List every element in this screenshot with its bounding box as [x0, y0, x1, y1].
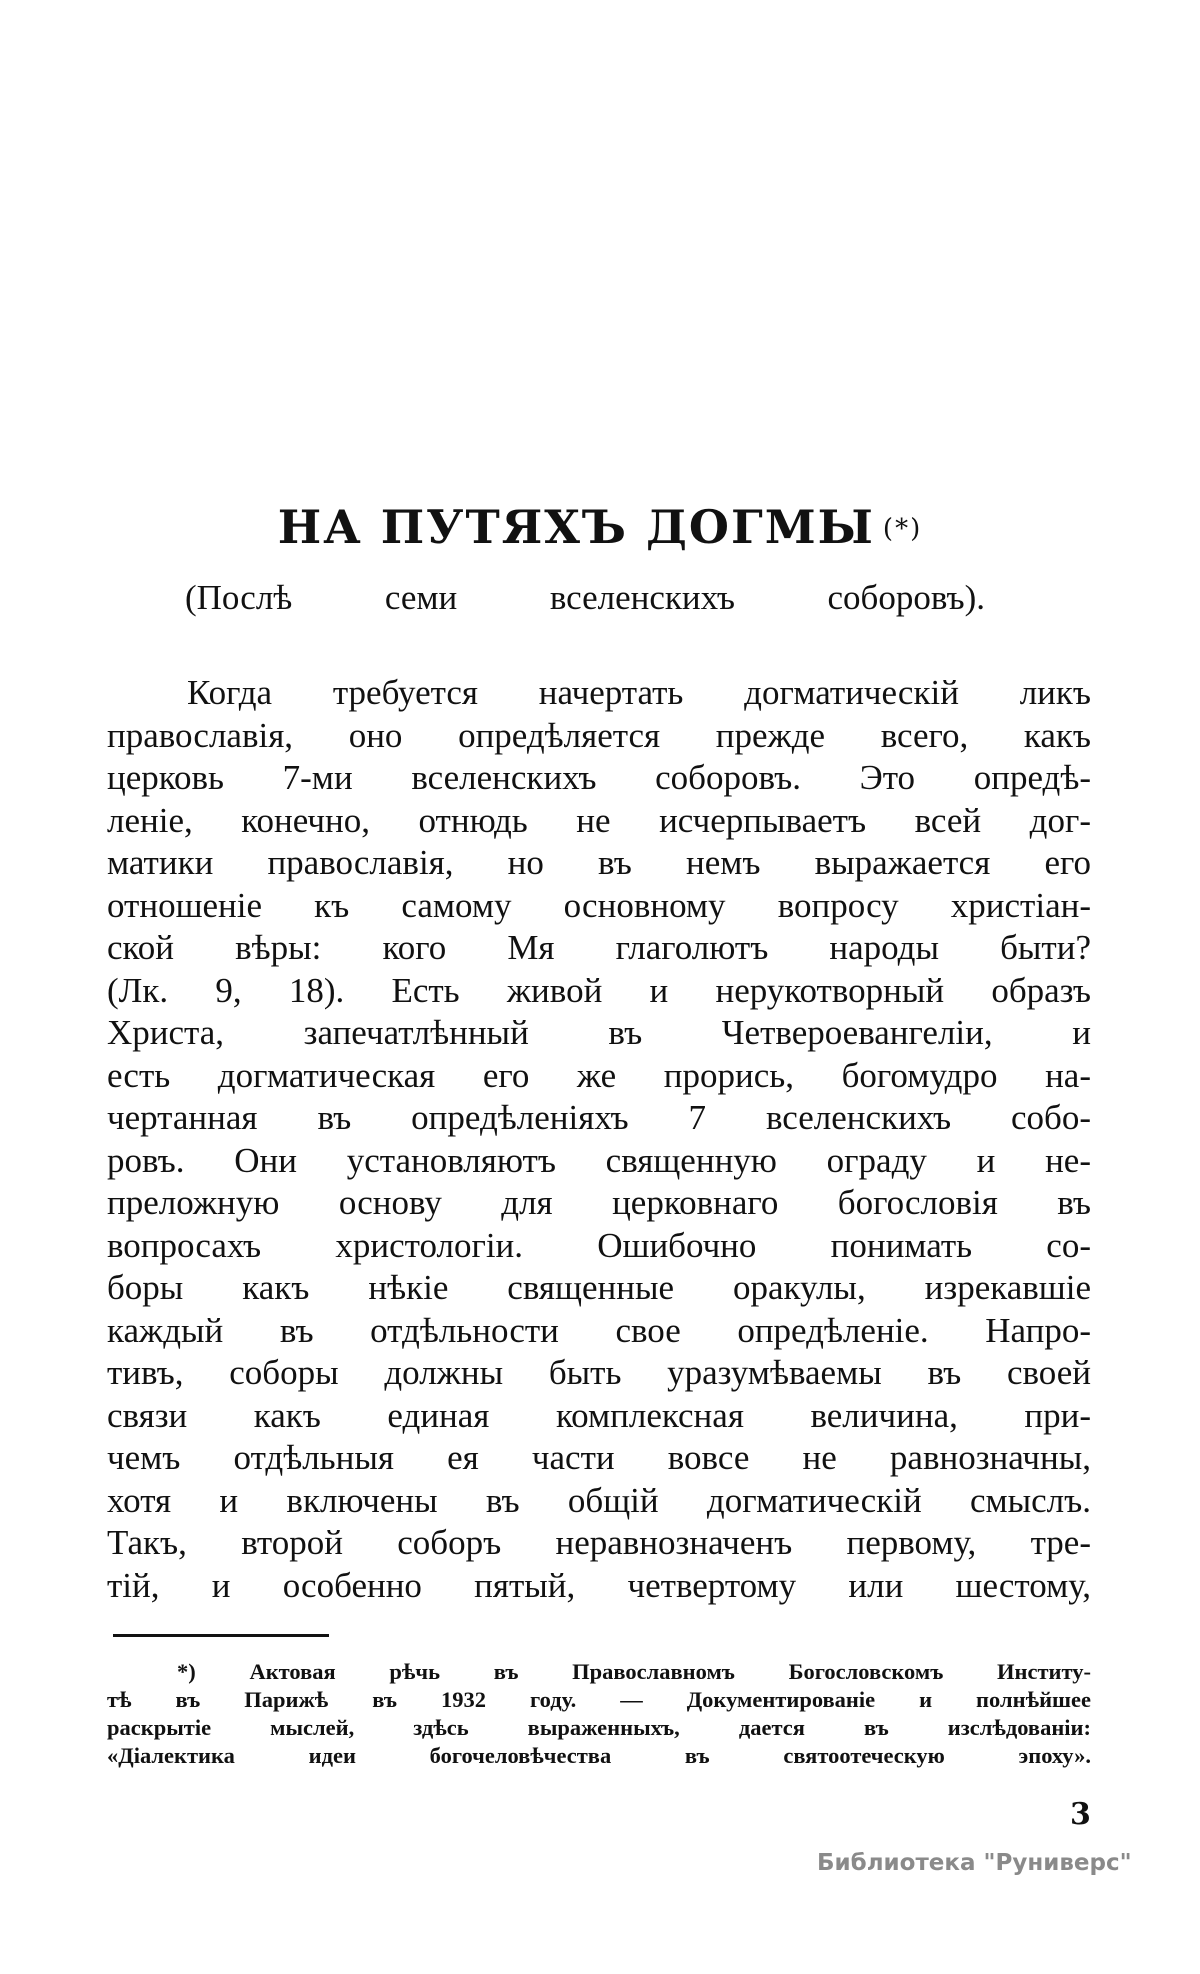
footnote-line: «Діалектика идеи богочеловѣчества въ святоотеческую эпоху».	[107, 1743, 1091, 1768]
subtitle-word: (Послѣ	[185, 578, 293, 617]
footnote-line: раскрытіе мыслей, здѣсь выраженныхъ, дается въ изслѣдованіи:	[107, 1715, 1091, 1740]
subtitle-word: семи	[384, 578, 458, 617]
text-line: преложную основу для церковнаго богословія въ	[107, 1183, 1091, 1222]
library-watermark: Библиотека "Руниверс"	[817, 1850, 1132, 1876]
text-line: церковь 7-ми вселенскихъ соборовъ. Это опредѣ-	[107, 758, 1091, 797]
footnote-divider	[113, 1634, 329, 1637]
footnote	[107, 1658, 1091, 1770]
footnote-line: *) Актовая рѣчь въ Православномъ Богословскомъ Институ-	[177, 1659, 1091, 1684]
text-line: вопросахъ христологіи. Ошибочно понимать со-	[107, 1225, 1091, 1265]
text-line: чертанная въ опредѣленіяхъ 7 вселенскихъ собо-	[107, 1098, 1091, 1137]
text-line: хотя и включены въ общій догматическій смыслъ.	[107, 1480, 1091, 1520]
text-line: боры какъ нѣкіе священные оракулы, изрекавшіе	[107, 1268, 1091, 1307]
footnote-line: тѣ въ Парижѣ въ 1932 году. — Документированіе и полнѣйшее	[107, 1687, 1091, 1712]
chapter-subtitle	[185, 578, 985, 618]
text-line: Когда требуется начертать догматическій ликъ	[187, 673, 1091, 712]
text-line: есть догматическая его же прорись, богомудро на-	[107, 1055, 1091, 1095]
page-number: 3	[1070, 1797, 1091, 1832]
text-line: ровъ. Они установляютъ священную ограду и не-	[107, 1140, 1091, 1180]
text-line: Такъ, второй соборъ неравнозначенъ первому, тре-	[107, 1523, 1091, 1562]
text-line: православія, оно опредѣляется прежде всего, какъ	[107, 715, 1091, 755]
text-line: Христа, запечатлѣнный въ Четвероевангеліи, и	[107, 1013, 1091, 1052]
subtitle-word: соборовъ).	[827, 578, 985, 617]
body-text	[107, 672, 1091, 1607]
text-line: тивъ, соборы должны быть уразумѣваемы въ своей	[107, 1353, 1091, 1392]
text-line: каждый въ отдѣльности свое опредѣленіе. Напро-	[107, 1310, 1091, 1350]
text-line: чемъ отдѣльныя ея части вовсе не равнозначны,	[107, 1438, 1091, 1477]
text-line: леніе, конечно, отнюдь не исчерпываетъ всей дог-	[107, 800, 1091, 840]
chapter-title-text: НА ПУТЯХЪ ДОГМЫ	[277, 500, 875, 554]
text-line: связи какъ единая комплексная величина, при-	[107, 1395, 1091, 1435]
text-line: отношеніе къ самому основному вопросу христіан-	[107, 885, 1091, 925]
footnote-marker: (*)	[882, 514, 923, 544]
text-line: тій, и особенно пятый, четвертому или шестому,	[107, 1565, 1091, 1605]
subtitle-word: вселенскихъ	[549, 578, 735, 617]
text-line: ской вѣры: кого Мя глаголютъ народы быти?	[107, 928, 1091, 967]
text-line: (Лк. 9, 18). Есть живой и нерукотворный образъ	[107, 970, 1091, 1010]
chapter-title	[0, 500, 1200, 554]
text-line: матики православія, но въ немъ выражается его	[107, 843, 1091, 882]
